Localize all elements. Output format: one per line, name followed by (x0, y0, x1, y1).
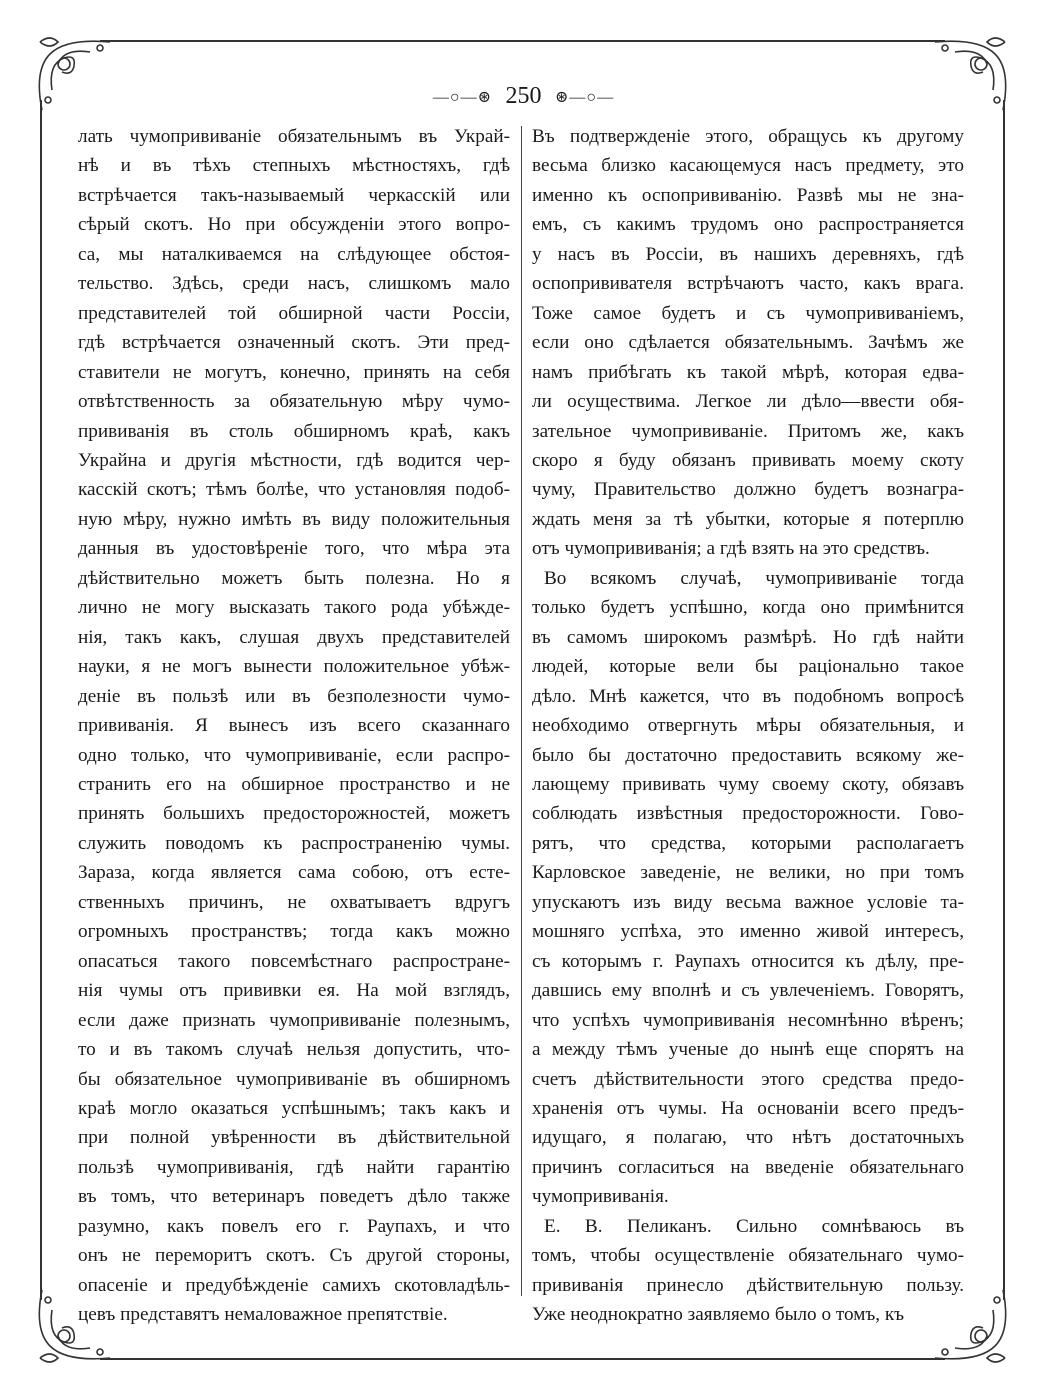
text-line: а между тѣмъ ученые до нынѣ еще спорятъ на (532, 1039, 964, 1061)
text-line: у насъ въ Россіи, въ нашихъ деревняхъ, гдѣ (532, 243, 964, 265)
text-line: прививанія въ столь обширномъ краѣ, какъ (78, 420, 510, 442)
border-bottom-line (100, 1358, 945, 1360)
text-line: упускаютъ изъ виду весьма важное условіе та- (532, 891, 964, 913)
text-line: отъ чумопрививанія; а гдѣ взять на это средствъ. (532, 538, 930, 560)
text-line: оспопрививателя встрѣчаютъ часто, какъ врага. (532, 273, 964, 295)
text-line: сѣрый скотъ. Но при обсужденіи этого вопро- (78, 214, 510, 236)
text-line: ждать меня за тѣ убытки, которые я потерплю (532, 508, 964, 530)
text-line: ставители не могутъ, конечно, принять на себя (78, 361, 510, 383)
border-top-line (100, 40, 945, 42)
text-line: при полной увѣренности въ дѣйствительной (78, 1127, 510, 1149)
text-line: науки, я не могъ вынести положительное убѣж- (78, 656, 510, 678)
text-line: давшись ему вполнѣ и съ увлеченіемъ. Говорятъ, (532, 980, 964, 1002)
text-line: храненія отъ чумы. На основаніи всего предъ- (532, 1097, 964, 1119)
text-line: зательное чумопрививаніе. Притомъ же, какъ (532, 420, 964, 442)
header-ornament-right: ⊛—○— (555, 88, 615, 106)
text-line: ную мѣру, нужно имѣть въ виду положительныя (78, 508, 510, 530)
left-column (78, 122, 510, 1330)
text-line: только будетъ успѣшно, когда оно примѣнится (532, 597, 964, 619)
text-line: отвѣтственность за обязательную мѣру чумо- (78, 391, 510, 413)
text-line: прививанія. Я вынесъ изъ всего сказаннаго (78, 715, 510, 737)
text-line: рятъ, что средства, которыми располагаетъ (532, 832, 964, 854)
text-line: Уже неоднократно заявляемо было о томъ, къ (532, 1304, 905, 1326)
text-line: представителей той обширной части Россіи, (78, 302, 510, 324)
text-columns (78, 122, 968, 1326)
text-line: данныя въ удостовѣреніе того, что мѣра эта (78, 538, 510, 560)
text-line: нія чумы отъ прививки ея. На мой взглядъ, (78, 980, 510, 1002)
text-line: Во всякомъ случаѣ, чумопрививаніе тогда (544, 567, 964, 589)
text-line: было бы достаточно предоставить всякому же- (532, 744, 964, 766)
text-line: причинъ согласиться на введеніе обязательнаго (532, 1156, 964, 1178)
text-line: именно къ оспопрививанію. Развѣ мы не зна- (532, 184, 964, 206)
text-line: идущаго, я полагаю, что нѣтъ достаточныхъ (532, 1127, 964, 1149)
text-line: весьма близко касающемуся насъ предмету, это (532, 155, 964, 177)
border-left-line (40, 100, 42, 1300)
text-line: въ томъ, что ветеринаръ поведетъ дѣло также (78, 1186, 510, 1208)
text-line: огромныхъ пространствъ; тогда какъ можно (78, 921, 510, 943)
text-line: если даже признать чумопрививаніе полезнымъ, (78, 1009, 510, 1031)
text-line: краѣ могло оказаться успѣшнымъ; такъ какъ и (78, 1097, 510, 1119)
text-line: разумно, какъ повелъ его г. Раупахъ, и что (78, 1215, 510, 1237)
text-line: Украйна и другія мѣстности, гдѣ водится чер- (78, 449, 510, 471)
text-line: ственныхъ причинъ, не охватываетъ вдругъ (78, 891, 510, 913)
text-line: нѣ и въ тѣхъ степныхъ мѣстностяхъ, гдѣ (78, 155, 510, 177)
text-line: странить его на обширное пространство и не (78, 773, 510, 795)
text-line: Е. В. Пеликанъ. Сильно сомнѣваюсь въ (544, 1215, 964, 1237)
text-line: въ самомъ широкомъ размѣрѣ. Но гдѣ найти (532, 626, 964, 648)
text-line: принять большихъ предосторожностей, можетъ (78, 803, 510, 825)
header-ornament-left: —○—⊛ (432, 88, 492, 106)
text-line: что успѣхъ чумопрививанія несомнѣнно вѣренъ; (532, 1009, 964, 1031)
text-line: цевъ представятъ немаловажное препятствіе. (78, 1304, 448, 1326)
text-line: дѣйствительно можетъ быть полезна. Но я (78, 567, 510, 589)
text-line: лать чумопрививаніе обязательнымъ въ Украй- (78, 126, 510, 147)
text-line: одно только, что чумопрививаніе, если распро- (78, 744, 510, 766)
text-line: намъ прибѣгать къ такой мѣрѣ, которая едва- (532, 361, 964, 383)
text-line: бы обязательное чумопрививаніе въ обширномъ (78, 1068, 510, 1090)
column-divider (521, 126, 522, 1296)
text-line: встрѣчается такъ-называемый черкасскій или (78, 184, 510, 206)
text-line: скоро я буду обязанъ прививать моему скоту (532, 449, 964, 471)
text-line: деніе въ пользѣ или въ безполезности чумо- (78, 685, 510, 707)
text-line: лично не могу высказать такого рода убѣжде- (78, 597, 510, 619)
text-line: людей, которые вели бы раціонально такое (532, 656, 964, 678)
text-line: са, мы наталкиваемся на слѣдующее обстоя- (78, 243, 510, 265)
text-line: нія, такъ какъ, слушая двухъ представителей (78, 626, 510, 648)
text-line: соблюдать извѣстныя предосторожности. Гово- (532, 803, 964, 825)
right-column (532, 122, 964, 1330)
text-line: тельство. Здѣсь, среди насъ, слишкомъ мало (78, 273, 510, 295)
text-line: ли осуществима. Легкое ли дѣло—ввести обя- (532, 391, 964, 413)
text-line: дѣло. Мнѣ кажется, что въ подобномъ вопросѣ (532, 685, 964, 707)
text-line: чумопрививанія. (532, 1186, 669, 1208)
text-line: лающему прививать чуму своему скоту, обязавъ (532, 773, 964, 795)
page-header (0, 82, 1047, 110)
text-line: Зараза, когда является сама собою, отъ есте- (78, 862, 510, 884)
text-line: то и въ такомъ случаѣ нельзя допустить, что- (78, 1039, 510, 1061)
text-line: служить поводомъ къ распространенію чумы. (78, 832, 510, 854)
text-line: прививанія принесло дѣйствительную пользу. (532, 1274, 964, 1296)
text-line: счетъ дѣйствительности этого средства предо- (532, 1068, 964, 1090)
text-line: гдѣ встрѣчается означенный скотъ. Эти пред- (78, 332, 510, 354)
text-line: необходимо отвергнуть мѣры обязательныя, и (532, 715, 964, 737)
page-number: 250 (505, 83, 542, 110)
border-right-line (1003, 100, 1005, 1300)
text-line: опасеніе и предубѣжденіе самихъ скотовладѣль- (78, 1274, 510, 1296)
text-line: пользѣ чумопрививанія, гдѣ найти гарантію (78, 1156, 510, 1178)
text-line: касскій скотъ; тѣмъ болѣе, что установляя подоб- (78, 479, 510, 501)
text-line: емъ, съ какимъ трудомъ оно распространяется (532, 214, 964, 236)
text-line: томъ, чтобы осуществленіе обязательнаго чумо- (532, 1245, 964, 1267)
text-line: опасаться такого повсемѣстнаго распростране- (78, 950, 510, 972)
text-line: онъ не переморитъ скотъ. Съ другой стороны, (78, 1245, 510, 1267)
text-line: Тоже самое будетъ и съ чумопрививаніемъ, (532, 302, 964, 324)
text-line: чуму, Правительство должно будетъ вознагра- (532, 479, 964, 501)
text-line: Въ подтвержденіе этого, обращусь къ другому (532, 126, 964, 147)
text-line: съ которымъ г. Раупахъ относится къ дѣлу, пре- (532, 950, 964, 972)
text-line: если оно сдѣлается обязательнымъ. Зачѣмъ же (532, 332, 964, 354)
text-line: Карловское заведеніе, не велики, но при томъ (532, 862, 964, 884)
text-line: мошняго успѣха, это именно живой интересъ, (532, 921, 964, 943)
